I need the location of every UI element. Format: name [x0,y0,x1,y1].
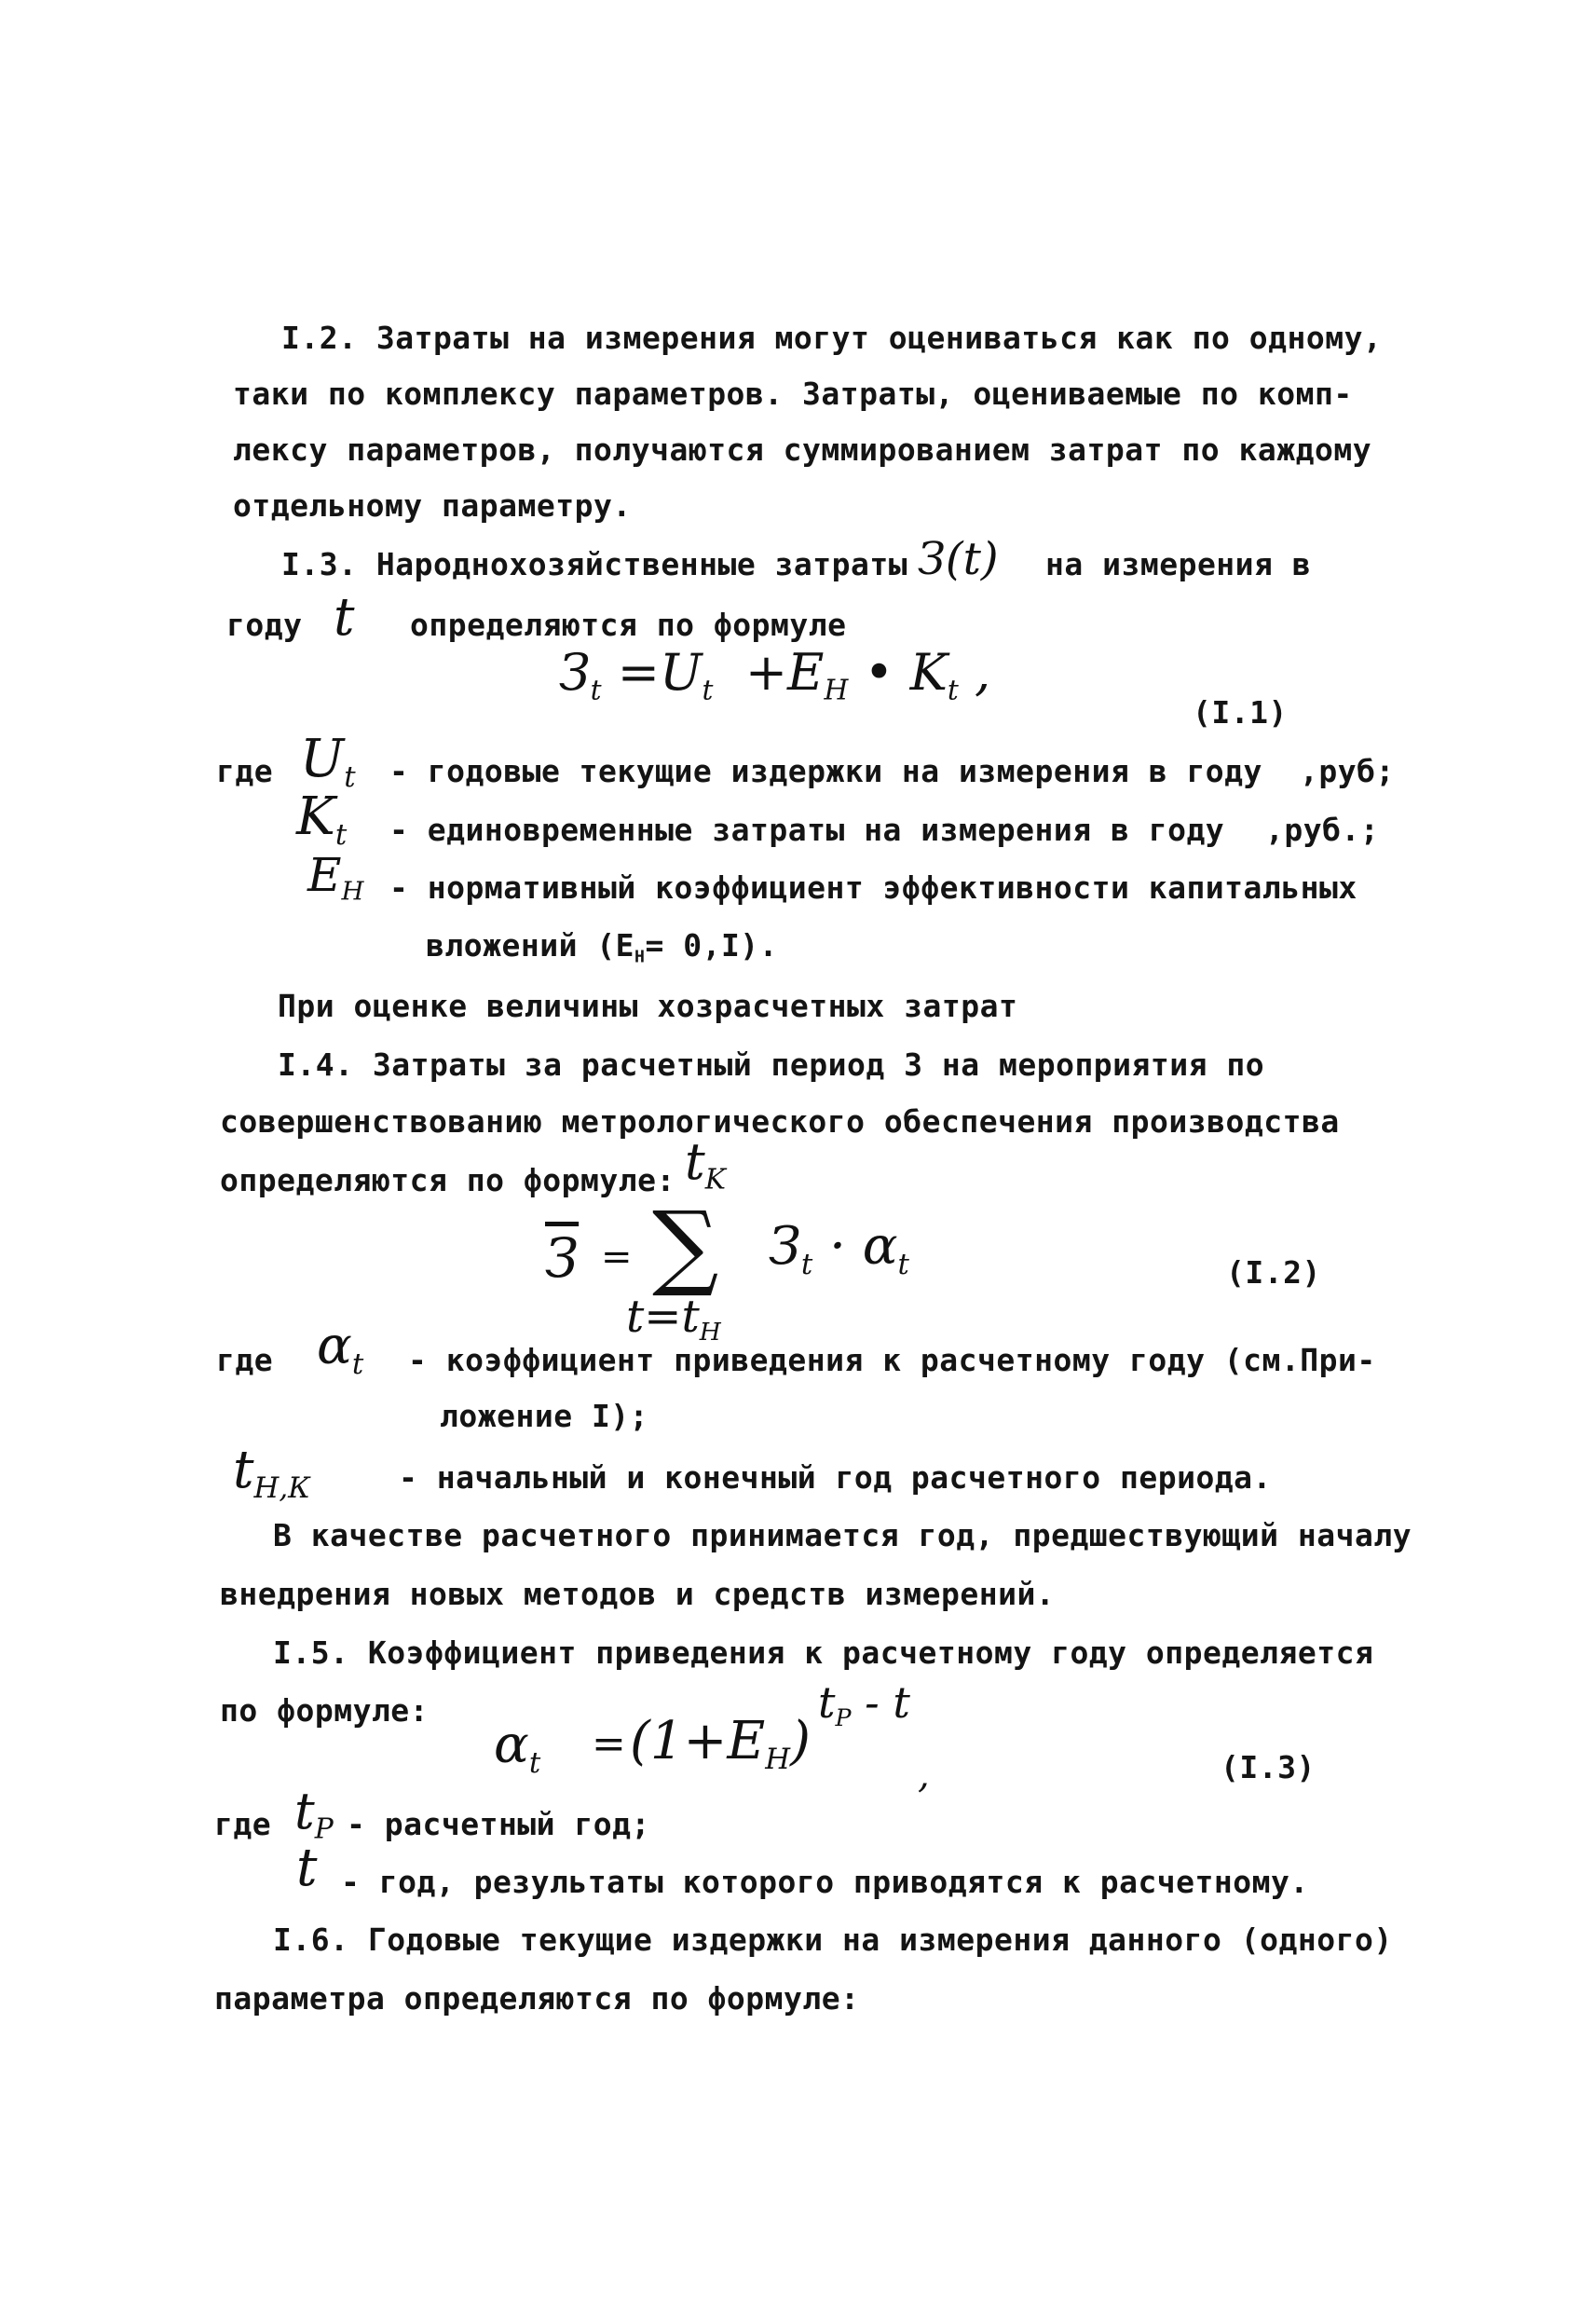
formula-1-2-lower-limit [626,1291,721,1347]
where-2-t-symbol [233,1440,310,1505]
formula-1-2-number: (I.2) [1226,1254,1321,1291]
where-1-k-letter: K [296,786,335,847]
formula-1-2-upper-sub: K [704,1163,726,1197]
p14-line-1: I.4. Затраты за расчетный период З на мероприятия по [278,1046,1265,1083]
p14-line-3: определяются по формуле: [220,1162,675,1198]
formula-1-3-exponent [818,1677,910,1731]
formula-1-2-upper-limit [685,1132,726,1196]
note-line: При оценке величины хозрасчетных затрат [278,988,1018,1024]
formula-1-2-lower-sub: H [699,1318,721,1347]
formula-1-3-exp-rest: - t [865,1677,910,1728]
p13-line-2-text-b: определяются по формуле [410,607,847,643]
where-3-t-symbol: t [296,1838,318,1898]
where-2-t-text: - начальный и конечный год расчетного периода. [399,1459,1272,1496]
p16-line-1: I.6. Годовые текущие издержки на измерения данного (одного) [273,1921,1393,1958]
where-1-e-sub: H [341,876,364,907]
p-base-line-1: В качестве расчетного принимается год, предшествующий началу [273,1517,1412,1553]
where-2-alpha-text-2: ложение I); [440,1398,649,1434]
where-1-e-text: - нормативный коэффициент эффективности капитальных [389,869,1357,906]
where-1-u-text: - годовые текущие издержки на измерения в году [389,753,1262,789]
where-2-alpha-text: - коэффициент приведения к расчетному году (см.При- [408,1342,1376,1378]
p13-line-1-text-b: на измерения в [1045,546,1312,582]
p14-line-2: совершенствованию метрологического обеспечения производства [220,1103,1340,1140]
p15-line-1: I.5. Коэффициент приведения к расчетному году определяется [273,1634,1374,1671]
formula-1-3-comma: , [918,1754,930,1797]
formula-1-1 [559,643,990,706]
where-1-e-letter: E [307,848,342,902]
where-2-alpha-symbol [317,1316,363,1381]
p13-symbol-t: t [334,587,355,648]
where-3-tp-letter: t [294,1782,315,1840]
formula-1-3-exp-sub: P [835,1703,852,1731]
p12-line-4: отдельному параметру. [233,487,632,524]
where-2-label: где [216,1342,274,1378]
p12-line-2: таки по комплексу параметров. Затраты, оцениваемые по комп- [233,376,1353,412]
where-1-u-symbol [300,729,356,794]
p-base-line-2: внедрения новых методов и средств измерений. [220,1576,1056,1612]
where-1-e-text-2-sub: Н [634,947,646,967]
formula-1-1-lhs-sub: t [590,674,602,707]
formula-1-2-lower-t: t=t [626,1291,700,1343]
formula-1-3-number: (I.3) [1221,1749,1316,1785]
formula-1-2-lhs: З [545,1226,580,1290]
p15-line-2: по формуле: [220,1692,430,1729]
where-3-label: где [214,1806,272,1842]
formula-1-3-base-close: ) [790,1711,811,1771]
formula-1-1-u: U [660,643,703,702]
formula-1-2-eq: = [601,1236,633,1279]
where-3-tp-text: - расчетный год; [347,1806,650,1842]
p12-line-3: лексу параметров, получаются суммированием затрат по каждому [233,431,1372,468]
where-2-alpha-letter: α [317,1316,352,1376]
formula-1-3-base [630,1711,811,1776]
p12-line-1: I.2. Затраты на измерения могут оцениваться как по одному, [281,320,1383,356]
where-1-u-sub: t [344,759,356,794]
where-2-t-letter: t [233,1440,254,1500]
where-3-tp-symbol [294,1782,334,1845]
formula-1-3-eq: = [592,1720,626,1768]
where-1-u-letter: U [300,729,345,789]
where-2-t-sub: Н,К [253,1470,310,1505]
formula-1-2-term-sub: t [800,1247,813,1281]
where-1-k-symbol [296,786,347,852]
where-1-e-text-2 [426,927,778,966]
formula-1-3-alpha: α [494,1715,529,1775]
where-1-k-text: - единовременные затраты на измерения в году [389,812,1225,848]
p16-line-2: параметра определяются по формуле: [214,1980,860,2017]
formula-1-3-lhs [494,1715,540,1780]
formula-1-2-alpha: α [862,1216,898,1277]
formula-1-1-k-sub: t [947,674,959,707]
formula-1-2-dot: · [829,1216,846,1277]
formula-1-2-term-z: З [769,1216,801,1277]
where-1-label: где [216,753,274,789]
where-2-alpha-sub: t [351,1347,364,1381]
where-1-k-unit: ,руб.; [1265,812,1380,848]
formula-1-2-term [769,1216,909,1281]
formula-1-1-plus-e: +E [744,643,825,702]
formula-1-1-k: K [909,643,948,702]
where-3-t-text: - год, результаты которого приводятся к расчетному. [341,1864,1309,1900]
where-1-u-unit: ,руб; [1300,753,1395,789]
formula-1-1-eq: = [617,643,661,702]
where-1-e-symbol [307,848,363,907]
formula-1-3-base-open: (1+E [630,1711,766,1771]
p13-line-2-text-a: году [226,607,303,643]
p13-line-1-text-a: I.3. Народнохозяйственные затраты [281,546,908,582]
formula-1-2-upper-t: t [685,1132,705,1191]
formula-1-1-number: (I.1) [1193,694,1288,731]
formula-1-3-base-sub: H [765,1742,791,1776]
formula-1-3-exp-t: t [818,1677,836,1728]
formula-1-1-comma: , [975,643,991,702]
formula-1-1-e-sub: H [824,674,849,707]
where-3-tp-sub: P [314,1812,334,1846]
formula-1-1-lhs: З [559,643,591,702]
formula-1-1-dot: • [864,643,894,702]
formula-1-1-u-sub: t [702,674,714,707]
formula-1-2-alpha-sub: t [897,1247,909,1281]
where-1-e-text-2-a: вложений (Е [426,927,635,964]
formula-1-2-sigma: ∑ [652,1191,719,1300]
where-1-e-text-2-b: = 0,I). [645,927,779,964]
p13-symbol-z-t: З(t) [918,533,999,585]
where-1-k-sub: t [334,817,348,852]
formula-1-3-alpha-sub: t [528,1745,541,1780]
